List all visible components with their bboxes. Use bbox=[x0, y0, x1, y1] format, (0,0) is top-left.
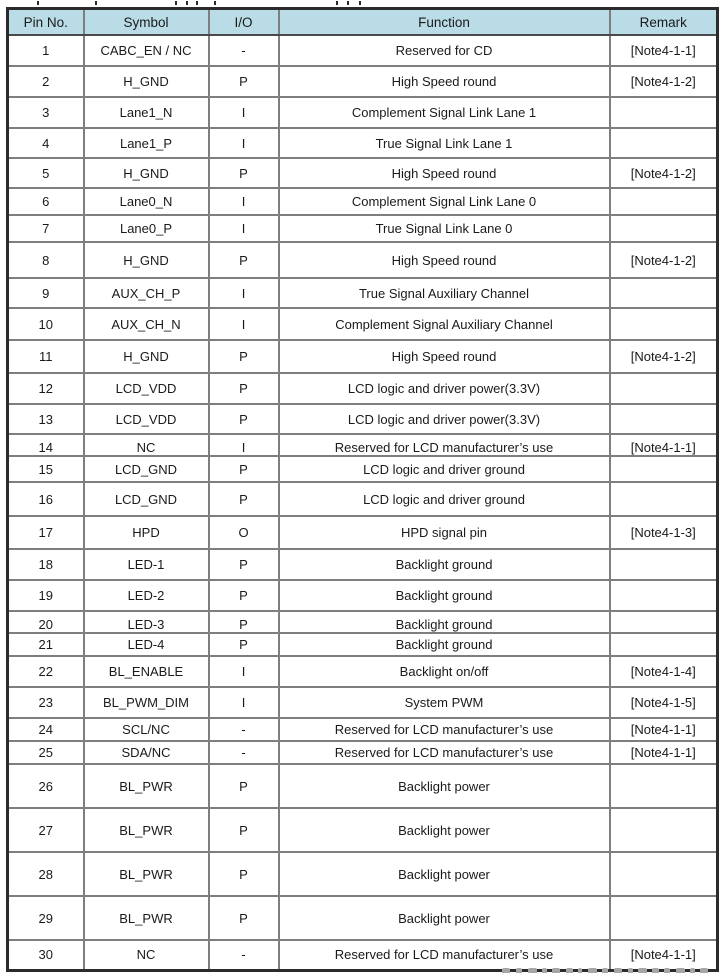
pin-cell: 25 bbox=[8, 741, 84, 764]
pin-cell: 1 bbox=[8, 35, 84, 66]
function-cell: Complement Signal Link Lane 0 bbox=[279, 188, 610, 215]
table-row bbox=[8, 633, 718, 656]
glyph-fragment bbox=[652, 968, 659, 973]
io-cell: P bbox=[209, 896, 279, 940]
function-cell: Complement Signal Auxiliary Channel bbox=[279, 308, 610, 340]
table-row bbox=[8, 434, 718, 456]
io-cell: I bbox=[209, 97, 279, 128]
glyph-fragment bbox=[502, 968, 510, 973]
table-row bbox=[8, 188, 718, 215]
remark-cell: [Note4-1-4] bbox=[610, 656, 718, 687]
function-cell: High Speed round bbox=[279, 242, 610, 278]
pin-cell: 20 bbox=[8, 611, 84, 633]
remark-cell bbox=[610, 764, 718, 808]
table-row bbox=[8, 611, 718, 633]
col-header-pin-no: Pin No. bbox=[8, 9, 84, 36]
table-row bbox=[8, 852, 718, 896]
glyph-fragment bbox=[700, 968, 708, 973]
pin-cell: 18 bbox=[8, 549, 84, 580]
remark-cell bbox=[610, 896, 718, 940]
symbol-cell: LCD_VDD bbox=[84, 404, 209, 434]
io-cell: I bbox=[209, 215, 279, 242]
io-cell: O bbox=[209, 516, 279, 549]
table-row bbox=[8, 278, 718, 308]
remark-cell bbox=[610, 482, 718, 516]
io-cell: P bbox=[209, 549, 279, 580]
symbol-cell: BL_PWR bbox=[84, 896, 209, 940]
glyph-fragment bbox=[628, 968, 633, 973]
header-row bbox=[8, 9, 718, 36]
function-cell: LCD logic and driver power(3.3V) bbox=[279, 404, 610, 434]
io-cell: I bbox=[209, 128, 279, 158]
glyph-fragment bbox=[196, 1, 198, 5]
symbol-cell: H_GND bbox=[84, 242, 209, 278]
function-cell: LCD logic and driver power(3.3V) bbox=[279, 373, 610, 404]
symbol-cell: CABC_EN / NC bbox=[84, 35, 209, 66]
remark-cell: [Note4-1-5] bbox=[610, 687, 718, 718]
io-cell: I bbox=[209, 188, 279, 215]
io-cell: P bbox=[209, 482, 279, 516]
function-cell: Backlight power bbox=[279, 764, 610, 808]
table-row bbox=[8, 158, 718, 188]
table-row bbox=[8, 549, 718, 580]
glyph-fragment bbox=[542, 968, 547, 973]
pin-cell: 28 bbox=[8, 852, 84, 896]
function-cell: Reserved for LCD manufacturer’s use bbox=[279, 940, 610, 970]
symbol-cell: H_GND bbox=[84, 66, 209, 97]
glyph-fragment bbox=[359, 1, 361, 5]
glyph-fragment bbox=[552, 968, 560, 973]
table-row bbox=[8, 128, 718, 158]
io-cell: - bbox=[209, 741, 279, 764]
io-cell: P bbox=[209, 852, 279, 896]
glyph-fragment bbox=[528, 968, 537, 973]
glyph-fragment bbox=[690, 968, 695, 973]
symbol-cell: HPD bbox=[84, 516, 209, 549]
io-cell: P bbox=[209, 633, 279, 656]
symbol-cell: LED-1 bbox=[84, 549, 209, 580]
pin-assignment-table bbox=[6, 7, 719, 972]
table-row bbox=[8, 764, 718, 808]
table-row bbox=[8, 741, 718, 764]
function-cell: LCD logic and driver ground bbox=[279, 482, 610, 516]
remark-cell bbox=[610, 308, 718, 340]
remark-cell bbox=[610, 373, 718, 404]
table-row bbox=[8, 456, 718, 482]
io-cell: - bbox=[209, 940, 279, 970]
pin-table-body bbox=[8, 35, 718, 970]
function-cell: True Signal Link Lane 0 bbox=[279, 215, 610, 242]
table-row bbox=[8, 580, 718, 611]
symbol-cell: H_GND bbox=[84, 340, 209, 373]
symbol-cell: Lane1_P bbox=[84, 128, 209, 158]
remark-cell bbox=[610, 278, 718, 308]
glyph-fragment bbox=[214, 1, 216, 5]
symbol-cell: NC bbox=[84, 434, 209, 456]
table-row bbox=[8, 808, 718, 852]
io-cell: P bbox=[209, 808, 279, 852]
io-cell: I bbox=[209, 278, 279, 308]
pin-cell: 26 bbox=[8, 764, 84, 808]
pin-cell: 2 bbox=[8, 66, 84, 97]
col-header-symbol: Symbol bbox=[84, 9, 209, 36]
remark-cell bbox=[610, 128, 718, 158]
pin-cell: 19 bbox=[8, 580, 84, 611]
table-row bbox=[8, 97, 718, 128]
symbol-cell: Lane1_N bbox=[84, 97, 209, 128]
function-cell: True Signal Auxiliary Channel bbox=[279, 278, 610, 308]
function-cell: Reserved for LCD manufacturer’s use bbox=[279, 741, 610, 764]
symbol-cell: SDA/NC bbox=[84, 741, 209, 764]
io-cell: - bbox=[209, 35, 279, 66]
glyph-fragment bbox=[588, 968, 597, 973]
io-cell: P bbox=[209, 580, 279, 611]
col-header-function: Function bbox=[279, 9, 610, 36]
function-cell: High Speed round bbox=[279, 66, 610, 97]
table-row bbox=[8, 35, 718, 66]
function-cell: Reserved for CD bbox=[279, 35, 610, 66]
glyph-fragment bbox=[336, 1, 338, 5]
io-cell: P bbox=[209, 158, 279, 188]
remark-cell: [Note4-1-1] bbox=[610, 940, 718, 970]
function-cell: Reserved for LCD manufacturer’s use bbox=[279, 718, 610, 741]
col-header-remark: Remark bbox=[610, 9, 718, 36]
remark-cell: [Note4-1-2] bbox=[610, 340, 718, 373]
symbol-cell: SCL/NC bbox=[84, 718, 209, 741]
table-row bbox=[8, 656, 718, 687]
pin-cell: 22 bbox=[8, 656, 84, 687]
remark-cell bbox=[610, 549, 718, 580]
io-cell: P bbox=[209, 764, 279, 808]
glyph-fragment bbox=[347, 1, 349, 5]
remark-cell bbox=[610, 188, 718, 215]
pin-cell: 4 bbox=[8, 128, 84, 158]
remark-cell: [Note4-1-1] bbox=[610, 434, 718, 456]
pin-cell: 14 bbox=[8, 434, 84, 456]
function-cell: HPD signal pin bbox=[279, 516, 610, 549]
pin-cell: 10 bbox=[8, 308, 84, 340]
io-cell: I bbox=[209, 308, 279, 340]
function-cell: System PWM bbox=[279, 687, 610, 718]
pin-cell: 3 bbox=[8, 97, 84, 128]
remark-cell: [Note4-1-3] bbox=[610, 516, 718, 549]
symbol-cell: LCD_GND bbox=[84, 482, 209, 516]
io-cell: I bbox=[209, 687, 279, 718]
remark-cell: [Note4-1-1] bbox=[610, 718, 718, 741]
symbol-cell: Lane0_N bbox=[84, 188, 209, 215]
symbol-cell: LED-3 bbox=[84, 611, 209, 633]
glyph-fragment bbox=[175, 1, 177, 5]
function-cell: Backlight power bbox=[279, 896, 610, 940]
symbol-cell: BL_PWM_DIM bbox=[84, 687, 209, 718]
io-cell: P bbox=[209, 340, 279, 373]
table-row bbox=[8, 404, 718, 434]
glyph-fragment bbox=[578, 968, 582, 973]
table-row bbox=[8, 340, 718, 373]
glyph-fragment bbox=[602, 968, 608, 973]
symbol-cell: BL_PWR bbox=[84, 764, 209, 808]
col-header-io: I/O bbox=[209, 9, 279, 36]
function-cell: Backlight ground bbox=[279, 633, 610, 656]
function-cell: Complement Signal Link Lane 1 bbox=[279, 97, 610, 128]
table-row bbox=[8, 373, 718, 404]
pin-cell: 5 bbox=[8, 158, 84, 188]
pin-cell: 24 bbox=[8, 718, 84, 741]
io-cell: I bbox=[209, 656, 279, 687]
io-cell: I bbox=[209, 434, 279, 456]
glyph-fragment bbox=[664, 968, 670, 973]
glyph-fragment bbox=[614, 968, 622, 973]
remark-cell: [Note4-1-2] bbox=[610, 242, 718, 278]
symbol-cell: LCD_GND bbox=[84, 456, 209, 482]
io-cell: - bbox=[209, 718, 279, 741]
pin-cell: 9 bbox=[8, 278, 84, 308]
table-row bbox=[8, 66, 718, 97]
io-cell: P bbox=[209, 404, 279, 434]
glyph-fragment bbox=[186, 1, 188, 5]
remark-cell bbox=[610, 215, 718, 242]
function-cell: True Signal Link Lane 1 bbox=[279, 128, 610, 158]
function-cell: LCD logic and driver ground bbox=[279, 456, 610, 482]
pin-cell: 15 bbox=[8, 456, 84, 482]
remark-cell bbox=[610, 611, 718, 633]
function-cell: Reserved for LCD manufacturer’s use bbox=[279, 434, 610, 456]
remark-cell bbox=[610, 97, 718, 128]
function-cell: High Speed round bbox=[279, 340, 610, 373]
io-cell: P bbox=[209, 242, 279, 278]
table-row bbox=[8, 215, 718, 242]
table-row bbox=[8, 718, 718, 741]
function-cell: Backlight ground bbox=[279, 549, 610, 580]
function-cell: Backlight ground bbox=[279, 611, 610, 633]
remark-cell: [Note4-1-2] bbox=[610, 158, 718, 188]
table-row bbox=[8, 896, 718, 940]
remark-cell: [Note4-1-1] bbox=[610, 741, 718, 764]
table-row bbox=[8, 516, 718, 549]
remark-cell bbox=[610, 404, 718, 434]
table-row bbox=[8, 308, 718, 340]
symbol-cell: NC bbox=[84, 940, 209, 970]
glyph-fragment bbox=[676, 968, 685, 973]
remark-cell: [Note4-1-1] bbox=[610, 35, 718, 66]
table-row bbox=[8, 242, 718, 278]
remark-cell bbox=[610, 633, 718, 656]
symbol-cell: LED-2 bbox=[84, 580, 209, 611]
symbol-cell: LCD_VDD bbox=[84, 373, 209, 404]
pin-cell: 29 bbox=[8, 896, 84, 940]
pin-cell: 12 bbox=[8, 373, 84, 404]
io-cell: P bbox=[209, 373, 279, 404]
io-cell: P bbox=[209, 611, 279, 633]
function-cell: Backlight power bbox=[279, 808, 610, 852]
pin-cell: 21 bbox=[8, 633, 84, 656]
table-row bbox=[8, 940, 718, 970]
symbol-cell: AUX_CH_N bbox=[84, 308, 209, 340]
pin-cell: 11 bbox=[8, 340, 84, 373]
io-cell: P bbox=[209, 66, 279, 97]
pin-cell: 16 bbox=[8, 482, 84, 516]
glyph-fragment bbox=[95, 1, 97, 5]
remark-cell bbox=[610, 852, 718, 896]
pin-cell: 8 bbox=[8, 242, 84, 278]
pin-cell: 27 bbox=[8, 808, 84, 852]
pin-cell: 17 bbox=[8, 516, 84, 549]
glyph-fragment bbox=[37, 1, 39, 5]
pin-cell: 6 bbox=[8, 188, 84, 215]
remark-cell bbox=[610, 808, 718, 852]
function-cell: Backlight ground bbox=[279, 580, 610, 611]
function-cell: Backlight power bbox=[279, 852, 610, 896]
symbol-cell: BL_ENABLE bbox=[84, 656, 209, 687]
function-cell: Backlight on/off bbox=[279, 656, 610, 687]
pin-cell: 30 bbox=[8, 940, 84, 970]
glyph-fragment bbox=[516, 968, 522, 973]
glyph-fragment bbox=[566, 968, 573, 973]
pin-cell: 23 bbox=[8, 687, 84, 718]
pin-cell: 7 bbox=[8, 215, 84, 242]
remark-cell bbox=[610, 580, 718, 611]
pin-cell: 13 bbox=[8, 404, 84, 434]
symbol-cell: H_GND bbox=[84, 158, 209, 188]
table-row bbox=[8, 687, 718, 718]
io-cell: P bbox=[209, 456, 279, 482]
symbol-cell: LED-4 bbox=[84, 633, 209, 656]
function-cell: High Speed round bbox=[279, 158, 610, 188]
symbol-cell: BL_PWR bbox=[84, 852, 209, 896]
table-row bbox=[8, 482, 718, 516]
glyph-fragment bbox=[638, 968, 647, 973]
remark-cell bbox=[610, 456, 718, 482]
symbol-cell: AUX_CH_P bbox=[84, 278, 209, 308]
symbol-cell: Lane0_P bbox=[84, 215, 209, 242]
symbol-cell: BL_PWR bbox=[84, 808, 209, 852]
remark-cell: [Note4-1-2] bbox=[610, 66, 718, 97]
